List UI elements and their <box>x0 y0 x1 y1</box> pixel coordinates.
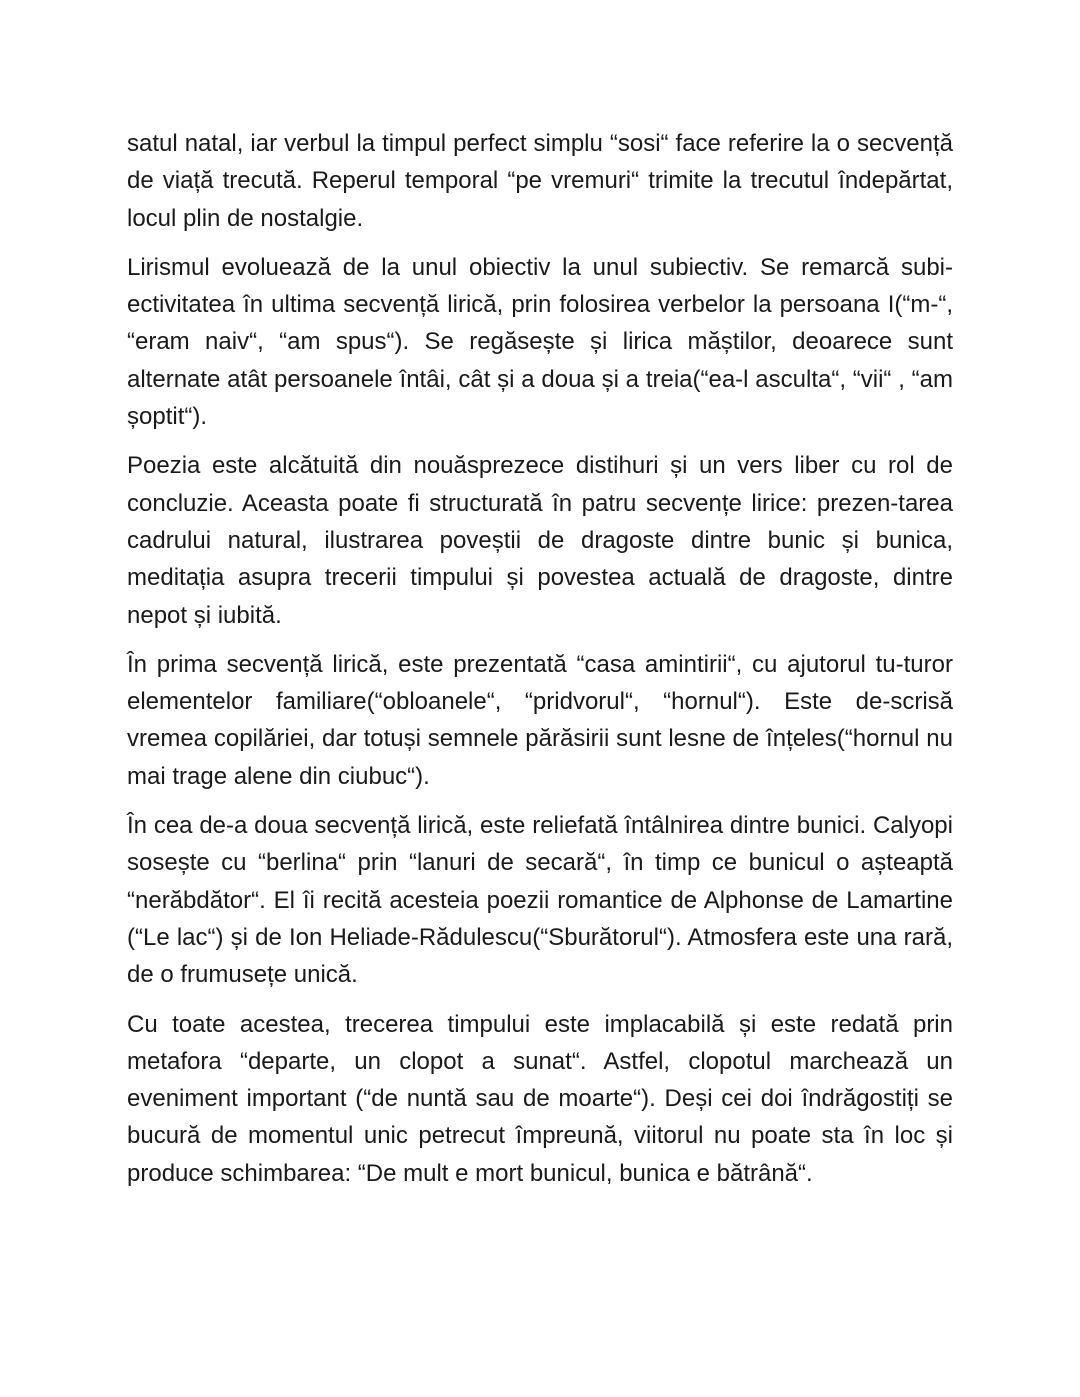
document-page <box>127 125 953 1204</box>
paragraph-3: Poezia este alcătuită din nouăsprezece distihuri și un vers liber cu rol de concluzie. Aceasta poate fi structurată în patru secvențe lirice: prezen-tarea cadrului natural, ilustrarea poveștii de dragoste dintre bunic și bunica, meditația asupra trecerii timpului și povestea actuală de dragoste, dintre nepot și iubită. <box>127 452 953 629</box>
paragraph-4: În prima secvență lirică, este prezentată “casa amintirii“, cu ajutorul tu-turor elementelor familiare(“obloanele“, “pridvorul“, “hornul“). Este de-scrisă vremea copilăriei, dar totuși semnele părăsirii sunt lesne de înțeles(“hornul nu mai trage alene din ciubuc“). <box>127 650 953 790</box>
paragraph-1: satul natal, iar verbul la timpul perfect simplu “sosi“ face referire la o secvență de viață trecută. Reperul temporal “pe vremuri“ trimite la trecutul îndepărtat, locul plin de nostalgie. <box>127 130 953 232</box>
paragraph-5: În cea de-a doua secvență lirică, este reliefată întâlnirea dintre bunici. Calyopi sosește cu “berlina“ prin “lanuri de secară“, în timp ce bunicul o așteaptă “nerăbdător“. El îi recită acesteia poezii romantice de Alphonse de Lamartine (“Le lac“) și de Ion Heliade-Rădulescu(“Sburătorul“). Atmosfera este una rară, de o frumusețe unică. <box>127 812 953 989</box>
paragraph-6: Cu toate acestea, trecerea timpului este implacabilă și este redată prin metafora “departe, un clopot a sunat“. Astfel, clopotul marchează un eveniment important (“de nuntă sau de moarte“). Deși cei doi îndrăgostiți se bucură de momentul unic petrecut împreună, viitorul nu poate sta în loc și produce schimbarea: “De mult e mort bunicul, bunica e bătrână“. <box>127 1010 953 1187</box>
paragraph-2: Lirismul evoluează de la unul obiectiv la unul subiectiv. Se remarcă subi-ectivitatea în ultima secvență lirică, prin folosirea verbelor la persoana I(“m-“, “eram naiv“, “am spus“). Se regăsește și lirica măștilor, deoarece sunt alternate atât persoanele întâi, cât și a doua și a treia(“ea-l asculta“, “vii“ , “am șoptit“). <box>127 253 953 431</box>
